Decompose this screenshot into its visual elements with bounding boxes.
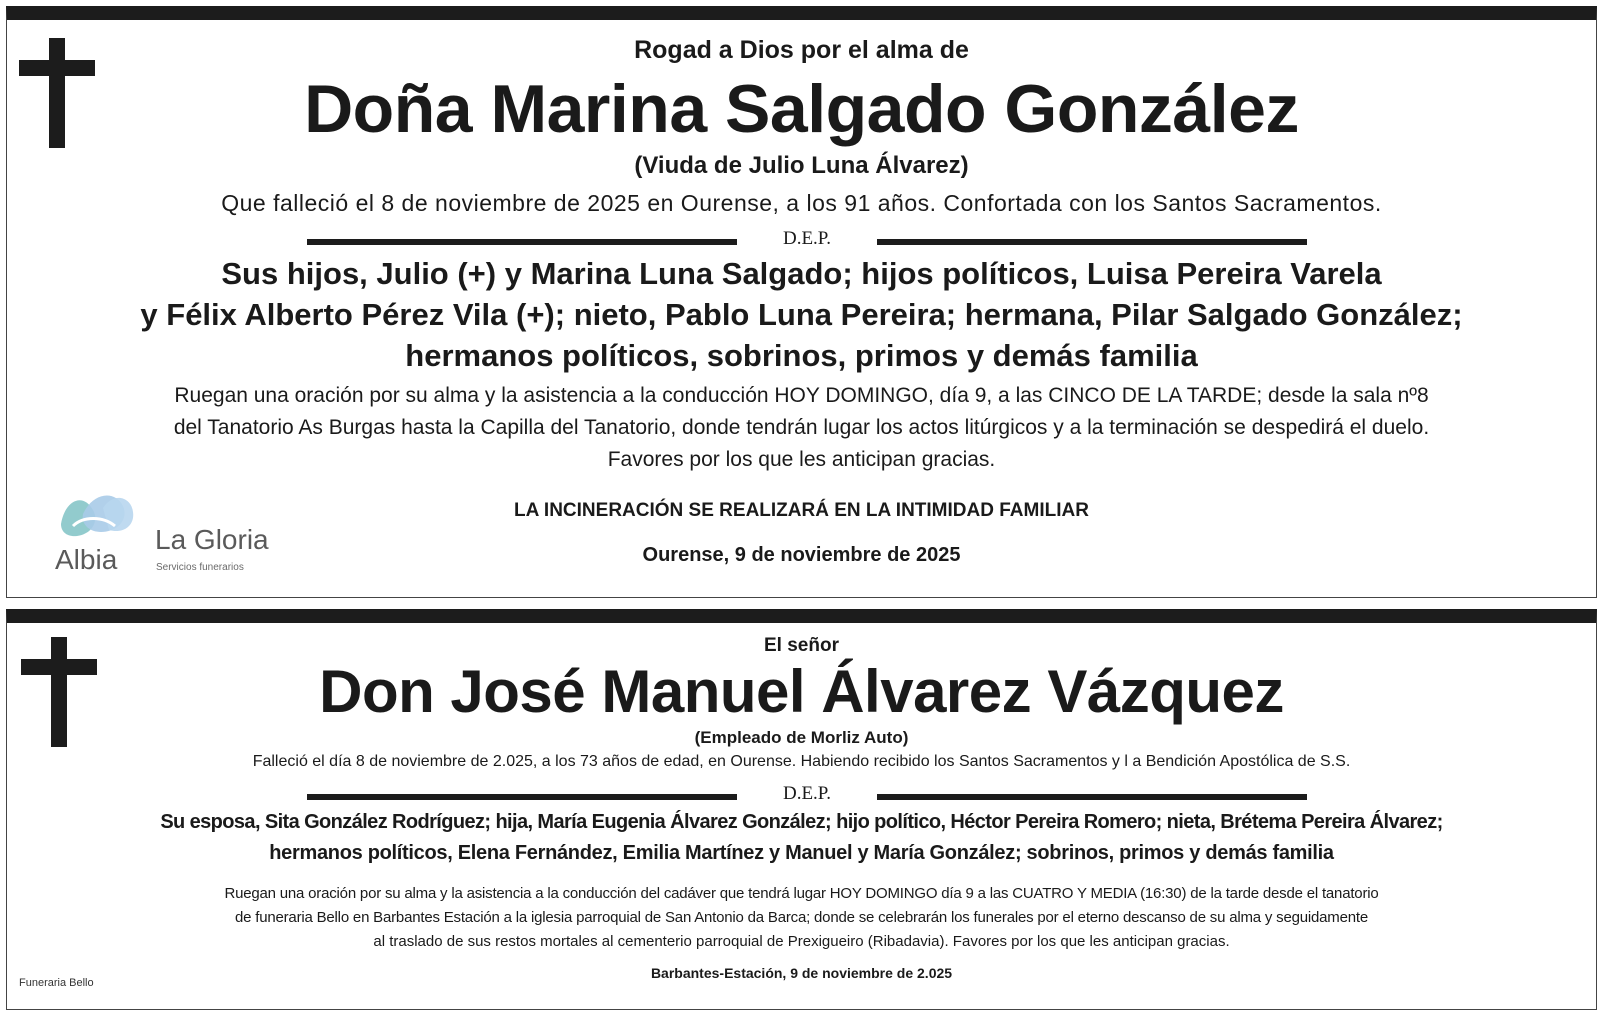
- death-line: Falleció el día 8 de noviembre de 2.025, a los 73 años de edad, en Ourense. Habiendo recibido los Santos Sacramentos y l a Bendición Apostólica de S.S.: [252, 753, 1351, 770]
- obituary-notice-1: [6, 6, 1597, 598]
- request-line-1: Ruegan una oración por su alma y la asistencia a la conducción del cadáver que tendrá lugar HOY DOMINGO día 9 a las CUATRO Y MEDIA (16:30) de la tarde desde el tanatorio: [224, 885, 1379, 902]
- cremation-note: LA INCINERACIÓN SE REALIZARÁ EN LA INTIMIDAD FAMILIAR: [514, 500, 1089, 521]
- death-line: Que falleció el 8 de noviembre de 2025 en Ourense, a los 91 años. Confortada con los Santos Sacramentos.: [221, 190, 1382, 216]
- request-line-3: Favores por los que les anticipan gracias.: [607, 448, 996, 471]
- intro-text: El señor: [764, 635, 839, 656]
- dep-text: D.E.P.: [782, 783, 832, 804]
- place-date: Ourense, 9 de noviembre de 2025: [642, 544, 961, 566]
- family-line-1: Su esposa, Sita González Rodríguez; hija, María Eugenia Álvarez González; hijo político, Héctor Pereira Romero; nieta, Brétema Pereira Álvarez;: [160, 811, 1443, 833]
- subtitle: (Viuda de Julio Luna Álvarez): [634, 152, 969, 179]
- intro-text: Rogad a Dios por el alma de: [634, 36, 969, 64]
- logo-brand: Albia: [55, 544, 118, 575]
- subtitle: (Empleado de Morliz Auto): [694, 728, 909, 747]
- request-line-1: Ruegan una oración por su alma y la asistencia a la conducción HOY DOMINGO, día 9, a las CINCO DE LA TARDE; desde la sala nº8: [174, 384, 1429, 407]
- agency-name: Funeraria Bello: [19, 977, 94, 989]
- family-line-1: Sus hijos, Julio (+) y Marina Luna Salgado; hijos políticos, Luisa Pereira Varela: [221, 256, 1382, 291]
- dep-separator: [307, 783, 1307, 807]
- request-line-2: del Tanatorio As Burgas hasta la Capilla del Tanatorio, donde tendrán lugar los actos litúrgicos y a la terminación se despedirá el duelo.: [173, 416, 1430, 439]
- family-line-3: hermanos políticos, sobrinos, primos y demás familia: [405, 338, 1198, 373]
- request-line-3: al traslado de sus restos mortales al cementerio parroquial de Prexigueiro (Ribadavia). Favores por los que les anticipan gracias.: [373, 933, 1230, 950]
- place-date: Barbantes-Estación, 9 de noviembre de 2.025: [650, 965, 953, 981]
- albia-la-gloria-logo: [53, 486, 303, 586]
- deceased-name: Doña Marina Salgado González: [304, 71, 1299, 147]
- logo-name: La Gloria: [155, 524, 269, 555]
- logo-tagline: Servicios funerarios: [156, 562, 244, 573]
- obituary-notice-2: [6, 609, 1597, 1010]
- dep-separator: [307, 228, 1307, 252]
- request-line-2: de funeraria Bello en Barbantes Estación a la iglesia parroquial de San Antonio da Barca; donde se celebrarán los funerales por el eterno descanso de su alma y seguidamente: [234, 909, 1368, 926]
- family-line-2: hermanos políticos, Elena Fernández, Emilia Martínez y Manuel y María González; sobrinos, primos y demás familia: [269, 842, 1334, 864]
- deceased-name: Don José Manuel Álvarez Vázquez: [319, 658, 1284, 725]
- dep-text: D.E.P.: [782, 228, 832, 249]
- family-line-2: y Félix Alberto Pérez Vila (+); nieto, Pablo Luna Pereira; hermana, Pilar Salgado González;: [140, 297, 1463, 332]
